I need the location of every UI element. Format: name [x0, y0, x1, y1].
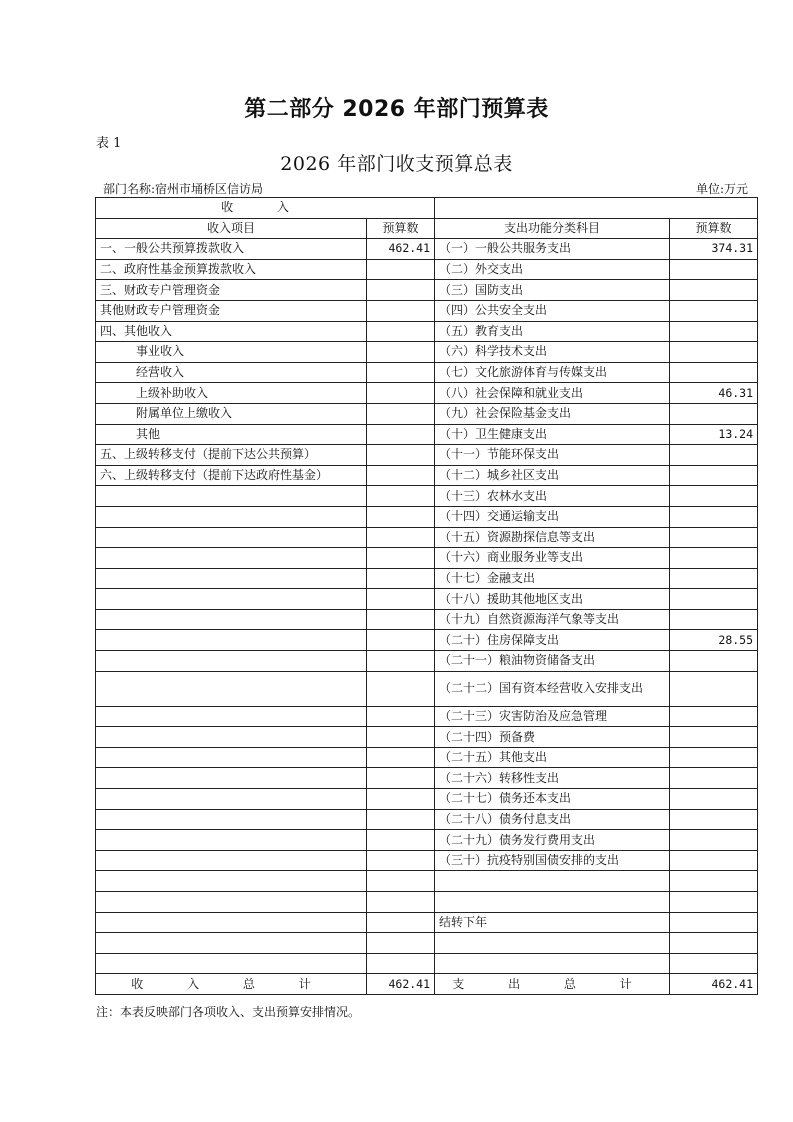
expense-amount-cell — [670, 465, 758, 486]
table-row — [96, 239, 758, 260]
income-item-cell — [96, 830, 367, 851]
expense-amount-cell — [670, 362, 758, 383]
header-income-item: 收入项目 — [96, 218, 367, 239]
expense-amount-cell: 13.24 — [670, 424, 758, 445]
expense-item-cell: （二十八）债务付息支出 — [435, 809, 670, 830]
column-header-row — [96, 218, 758, 239]
table-row — [96, 280, 758, 301]
income-amount-cell — [367, 830, 435, 851]
department-name: 部门名称:宿州市埇桥区信访局 — [103, 182, 264, 196]
income-amount-cell — [367, 342, 435, 363]
table-row — [96, 486, 758, 507]
income-item-cell — [96, 892, 367, 913]
page-title: 第二部分 2026 年部门预算表 — [244, 97, 549, 122]
expense-item-cell: （三）国防支出 — [435, 280, 670, 301]
table-row — [96, 609, 758, 630]
table-row — [96, 953, 758, 974]
expense-amount-cell — [670, 671, 758, 706]
income-amount-cell — [367, 259, 435, 280]
table-row — [96, 300, 758, 321]
table-row — [96, 671, 758, 706]
expense-item-cell — [435, 953, 670, 974]
table-row — [96, 589, 758, 610]
expense-item-cell: （二十四）预备费 — [435, 727, 670, 748]
table-row — [96, 871, 758, 892]
expense-amount-cell — [670, 403, 758, 424]
income-amount-cell — [367, 768, 435, 789]
income-amount-cell — [367, 445, 435, 466]
expense-item-cell: （一）一般公共服务支出 — [435, 239, 670, 260]
income-item-cell: 上级补助收入 — [96, 383, 367, 404]
expense-amount-cell — [670, 609, 758, 630]
expense-amount-cell — [670, 321, 758, 342]
income-item-cell — [96, 486, 367, 507]
expense-amount-cell — [670, 727, 758, 748]
expense-item-cell: （十二）城乡社区支出 — [435, 465, 670, 486]
table-number: 表 1 — [96, 136, 122, 151]
income-amount-cell — [367, 912, 435, 933]
income-item-cell — [96, 506, 367, 527]
income-amount-cell — [367, 747, 435, 768]
expense-amount-cell — [670, 568, 758, 589]
income-item-cell — [96, 651, 367, 672]
income-group-label: 收 入 — [221, 200, 309, 215]
income-item-cell — [96, 747, 367, 768]
income-amount-cell: 462.41 — [367, 239, 435, 260]
total-expense-label-text: 支 出 总 计 — [452, 976, 652, 991]
expense-amount-cell — [670, 651, 758, 672]
income-amount-cell — [367, 892, 435, 913]
totals-row — [96, 974, 758, 995]
expense-amount-cell — [670, 953, 758, 974]
expense-amount-cell — [670, 768, 758, 789]
expense-item-cell: （九）社会保险基金支出 — [435, 403, 670, 424]
income-item-cell — [96, 630, 367, 651]
income-amount-cell — [367, 280, 435, 301]
income-item-cell — [96, 727, 367, 748]
expense-amount-cell — [670, 850, 758, 871]
income-item-cell: 附属单位上缴收入 — [96, 403, 367, 424]
income-amount-cell — [367, 486, 435, 507]
income-amount-cell — [367, 609, 435, 630]
expense-amount-cell — [670, 789, 758, 810]
income-item-cell — [96, 671, 367, 706]
expense-amount-cell — [670, 589, 758, 610]
expense-amount-cell — [670, 300, 758, 321]
income-item-cell: 三、财政专户管理资金 — [96, 280, 367, 301]
income-item-cell — [96, 589, 367, 610]
table-row — [96, 321, 758, 342]
income-item-cell — [96, 809, 367, 830]
income-group-header — [96, 198, 435, 219]
expense-item-cell: （十七）金融支出 — [435, 568, 670, 589]
income-amount-cell — [367, 850, 435, 871]
expense-item-cell: （七）文化旅游体育与传媒支出 — [435, 362, 670, 383]
income-item-cell — [96, 548, 367, 569]
expense-item-cell: （二十）住房保障支出 — [435, 630, 670, 651]
expense-amount-cell — [670, 486, 758, 507]
income-amount-cell — [367, 403, 435, 424]
income-item-cell: 经营收入 — [96, 362, 367, 383]
income-item-cell — [96, 609, 367, 630]
expense-amount-cell — [670, 506, 758, 527]
expense-item-cell: （十三）农林水支出 — [435, 486, 670, 507]
total-income-label-text: 收 入 总 计 — [131, 976, 331, 991]
table-row — [96, 568, 758, 589]
table-row — [96, 445, 758, 466]
expense-group-header — [435, 198, 758, 219]
expense-item-cell — [435, 892, 670, 913]
expense-amount-cell — [670, 445, 758, 466]
table-row — [96, 651, 758, 672]
income-item-cell — [96, 527, 367, 548]
table-row — [96, 630, 758, 651]
expense-item-cell: （二十二）国有资本经营收入安排支出 — [435, 671, 670, 706]
total-income-amount: 462.41 — [367, 974, 435, 995]
total-income-label — [96, 974, 367, 995]
income-item-cell: 二、政府性基金预算拨款收入 — [96, 259, 367, 280]
table-row — [96, 424, 758, 445]
income-amount-cell — [367, 651, 435, 672]
expense-item-cell — [435, 933, 670, 954]
income-amount-cell — [367, 548, 435, 569]
table-row — [96, 789, 758, 810]
table-row — [96, 342, 758, 363]
header-expense-item: 支出功能分类科目 — [435, 218, 670, 239]
footnote: 注：本表反映部门各项收入、支出预算安排情况。 — [96, 1005, 361, 1019]
income-item-cell: 六、上级转移支付（提前下达政府性基金） — [96, 465, 367, 486]
income-item-cell — [96, 933, 367, 954]
income-item-cell — [96, 871, 367, 892]
expense-item-cell: （二）外交支出 — [435, 259, 670, 280]
expense-item-cell: （十）卫生健康支出 — [435, 424, 670, 445]
table-row — [96, 892, 758, 913]
expense-amount-cell: 28.55 — [670, 630, 758, 651]
table-row — [96, 548, 758, 569]
income-amount-cell — [367, 706, 435, 727]
income-item-cell — [96, 953, 367, 974]
income-item-cell — [96, 912, 367, 933]
expense-amount-cell — [670, 892, 758, 913]
expense-amount-cell — [670, 747, 758, 768]
expense-item-cell: （三十）抗疫特别国债安排的支出 — [435, 850, 670, 871]
income-amount-cell — [367, 568, 435, 589]
income-amount-cell — [367, 933, 435, 954]
expense-item-cell: （二十五）其他支出 — [435, 747, 670, 768]
income-item-cell: 其他 — [96, 424, 367, 445]
income-amount-cell — [367, 465, 435, 486]
income-amount-cell — [367, 871, 435, 892]
income-amount-cell — [367, 809, 435, 830]
table-row — [96, 912, 758, 933]
income-amount-cell — [367, 953, 435, 974]
table-row — [96, 850, 758, 871]
unit-label: 单位:万元 — [695, 182, 748, 196]
expense-item-cell: （四）公共安全支出 — [435, 300, 670, 321]
expense-item-cell: （十五）资源勘探信息等支出 — [435, 527, 670, 548]
expense-amount-cell — [670, 527, 758, 548]
table-row — [96, 727, 758, 748]
income-item-cell: 一、一般公共预算拨款收入 — [96, 239, 367, 260]
income-item-cell — [96, 789, 367, 810]
income-amount-cell — [367, 362, 435, 383]
expense-amount-cell — [670, 342, 758, 363]
expense-amount-cell — [670, 280, 758, 301]
expense-amount-cell — [670, 706, 758, 727]
table-row — [96, 768, 758, 789]
table-row — [96, 506, 758, 527]
group-header-row — [96, 198, 758, 219]
income-item-cell: 事业收入 — [96, 342, 367, 363]
income-amount-cell — [367, 321, 435, 342]
table-row — [96, 747, 758, 768]
expense-item-cell: （六）科学技术支出 — [435, 342, 670, 363]
income-amount-cell — [367, 383, 435, 404]
income-item-cell: 四、其他收入 — [96, 321, 367, 342]
table-row — [96, 527, 758, 548]
expense-amount-cell — [670, 259, 758, 280]
expense-amount-cell — [670, 548, 758, 569]
expense-item-cell: （十八）援助其他地区支出 — [435, 589, 670, 610]
income-amount-cell — [367, 789, 435, 810]
income-item-cell — [96, 768, 367, 789]
expense-amount-cell — [670, 912, 758, 933]
table-row — [96, 403, 758, 424]
expense-item-cell: （二十一）粮油物资储备支出 — [435, 651, 670, 672]
table-row — [96, 830, 758, 851]
expense-item-cell: （二十七）债务还本支出 — [435, 789, 670, 810]
header-expense-amount: 预算数 — [670, 218, 758, 239]
expense-item-cell: （八）社会保障和就业支出 — [435, 383, 670, 404]
table-row — [96, 465, 758, 486]
table-row — [96, 383, 758, 404]
table-title: 2026 年部门收支预算总表 — [280, 153, 513, 175]
expense-amount-cell — [670, 809, 758, 830]
income-amount-cell — [367, 424, 435, 445]
expense-item-cell: （十九）自然资源海洋气象等支出 — [435, 609, 670, 630]
expense-item-cell: （十六）商业服务业等支出 — [435, 548, 670, 569]
table-row — [96, 809, 758, 830]
expense-item-cell: （二十三）灾害防治及应急管理 — [435, 706, 670, 727]
expense-item-cell: （十一）节能环保支出 — [435, 445, 670, 466]
income-item-cell — [96, 568, 367, 589]
total-expense-label — [435, 974, 670, 995]
income-amount-cell — [367, 671, 435, 706]
expense-item-cell: 结转下年 — [435, 912, 670, 933]
income-amount-cell — [367, 527, 435, 548]
budget-body — [96, 239, 758, 974]
income-amount-cell — [367, 506, 435, 527]
expense-amount-cell — [670, 830, 758, 851]
income-amount-cell — [367, 300, 435, 321]
table-row — [96, 259, 758, 280]
expense-item-cell: （十四）交通运输支出 — [435, 506, 670, 527]
expense-item-cell: （二十九）债务发行费用支出 — [435, 830, 670, 851]
income-item-cell — [96, 850, 367, 871]
income-amount-cell — [367, 589, 435, 610]
expense-item-cell — [435, 871, 670, 892]
expense-item-cell: （二十六）转移性支出 — [435, 768, 670, 789]
expense-item-cell: （五）教育支出 — [435, 321, 670, 342]
expense-amount-cell — [670, 871, 758, 892]
expense-amount-cell — [670, 933, 758, 954]
income-item-cell: 五、上级转移支付（提前下达公共预算） — [96, 445, 367, 466]
income-amount-cell — [367, 727, 435, 748]
table-row — [96, 706, 758, 727]
total-expense-amount: 462.41 — [670, 974, 758, 995]
expense-amount-cell: 374.31 — [670, 239, 758, 260]
budget-table — [95, 197, 758, 995]
income-item-cell: 其他财政专户管理资金 — [96, 300, 367, 321]
income-amount-cell — [367, 630, 435, 651]
table-row — [96, 933, 758, 954]
income-item-cell — [96, 706, 367, 727]
header-income-amount: 预算数 — [367, 218, 435, 239]
table-row — [96, 362, 758, 383]
expense-amount-cell: 46.31 — [670, 383, 758, 404]
